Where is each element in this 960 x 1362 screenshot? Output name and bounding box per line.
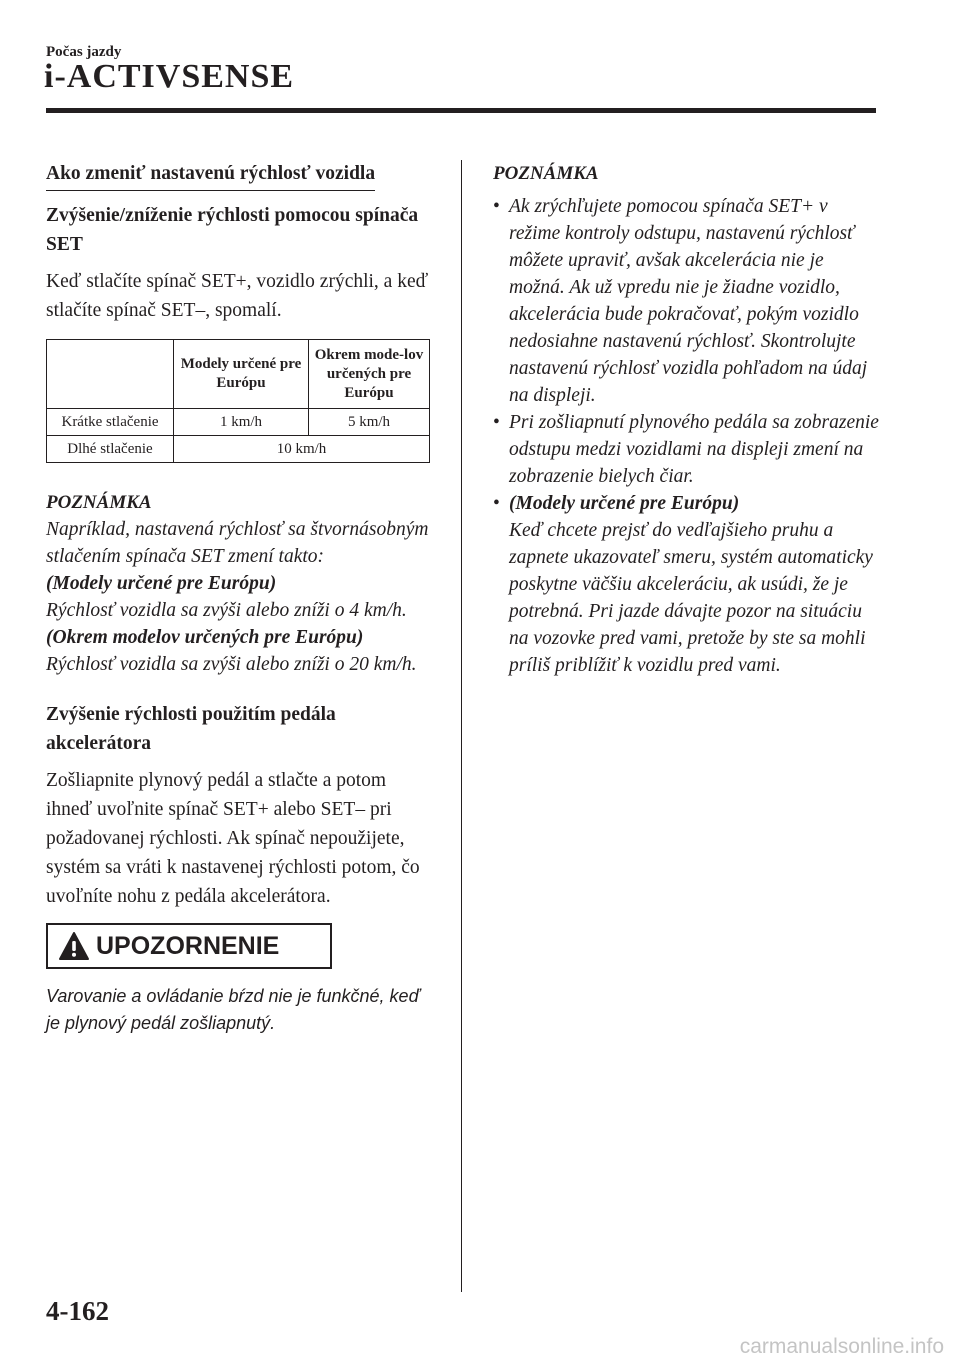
header-rule	[46, 108, 876, 113]
table-header-cell	[47, 340, 174, 409]
section-heading: Ako zmeniť nastavenú rýchlosť vozidla	[46, 160, 375, 191]
table-row	[47, 436, 430, 463]
right-column	[493, 160, 883, 679]
table-cell: 10 km/h	[174, 436, 430, 463]
bullet-mark: •	[493, 493, 500, 514]
accelerator-paragraph: Zošliapnite plynový pedál a stlačte a potom ihneď uvoľnite spínač SET+ alebo SET– pri požadovanej rýchlosti. Ak spínač nepoužijete, systém sa vráti k nastavenej rýchlosti potom, čo uvoľníte nohu z pedála akcelerátora.	[46, 770, 420, 907]
note-body	[46, 516, 436, 678]
table-row	[47, 409, 430, 436]
speed-table	[46, 339, 430, 463]
chapter-label: Počas jazdy	[46, 44, 122, 60]
page-number: 4-162	[46, 1296, 109, 1326]
note-title: POZNÁMKA	[493, 163, 599, 184]
note-line: Napríklad, nastavená rýchlosť sa štvornásobným stlačením spínača SET zmení takto:	[46, 519, 429, 567]
table-cell: 5 km/h	[309, 409, 430, 436]
left-column	[46, 160, 436, 1037]
bullet-text: Pri zošliapnutí plynového pedála sa zobrazenie odstupu medzi vozidlami na displeji zmení na zobrazenie bielych čiar.	[509, 412, 879, 487]
note-line: Rýchlosť vozidla sa zvýši alebo zníži o 20 km/h.	[46, 654, 417, 675]
caution-label: UPOZORNENIE	[96, 931, 280, 960]
caution-text: Varovanie a ovládanie bŕzd nie je funkčné, keď je plynový pedál zošliapnutý.	[46, 986, 420, 1033]
bullet-text: Keď chcete prejsť do vedľajšieho pruhu a zapnete ukazovateľ smeru, systém automaticky poskytne väčšiu akceleráciu, ak usúdi, že je potrebná. Pri jazde dávajte pozor na situáciu na vozovke pred vami, pretože by ste sa mohli príliš priblížiť k vozidlu pred vami.	[509, 520, 873, 676]
list-item	[493, 193, 883, 409]
list-item	[493, 490, 883, 679]
table-cell: 1 km/h	[174, 409, 309, 436]
bullet-mark: •	[493, 196, 500, 217]
table-header-cell: Modely určené pre Európu	[174, 340, 309, 409]
caution-box	[46, 923, 332, 969]
section-title: i-ACTIVSENSE	[44, 58, 295, 95]
table-cell: Dlhé stlačenie	[47, 436, 174, 463]
bullet-title: (Modely určené pre Európu)	[509, 493, 740, 514]
note-title: POZNÁMKA	[46, 492, 152, 513]
table-cell: Krátke stlačenie	[47, 409, 174, 436]
table-header-row	[47, 340, 430, 409]
subheading-accelerator: Zvýšenie rýchlosti použitím pedála akcelerátora	[46, 704, 336, 754]
subheading-set-switch: Zvýšenie/zníženie rýchlosti pomocou spínača SET	[46, 205, 419, 255]
column-divider	[461, 160, 462, 1292]
watermark: carmanualsonline.info	[739, 1335, 944, 1358]
table-header-cell: Okrem mode-lov určených pre Európu	[309, 340, 430, 409]
warning-icon	[58, 931, 90, 961]
list-item	[493, 409, 883, 490]
note-line: (Modely určené pre Európu)	[46, 573, 277, 594]
bullet-text: Ak zrýchľujete pomocou spínača SET+ v režime kontroly odstupu, nastavenú rýchlosť môžete upraviť, avšak akcelerácia nie je možná. Ak už vpredu nie je žiadne vozidlo, akcelerácia bude pokračovať, pokým vozidlo nedosiahne nastavenú rýchlosť. Skontrolujte nastavenú rýchlosť vozidla pohľadom na údaj na displeji.	[509, 196, 868, 406]
bullet-mark: •	[493, 412, 500, 433]
set-switch-paragraph: Keď stlačíte spínač SET+, vozidlo zrýchli, a keď stlačíte spínač SET–, spomalí.	[46, 271, 429, 321]
note-line: (Okrem modelov určených pre Európu)	[46, 627, 364, 648]
note-line: Rýchlosť vozidla sa zvýši alebo zníži o 4 km/h.	[46, 600, 407, 621]
